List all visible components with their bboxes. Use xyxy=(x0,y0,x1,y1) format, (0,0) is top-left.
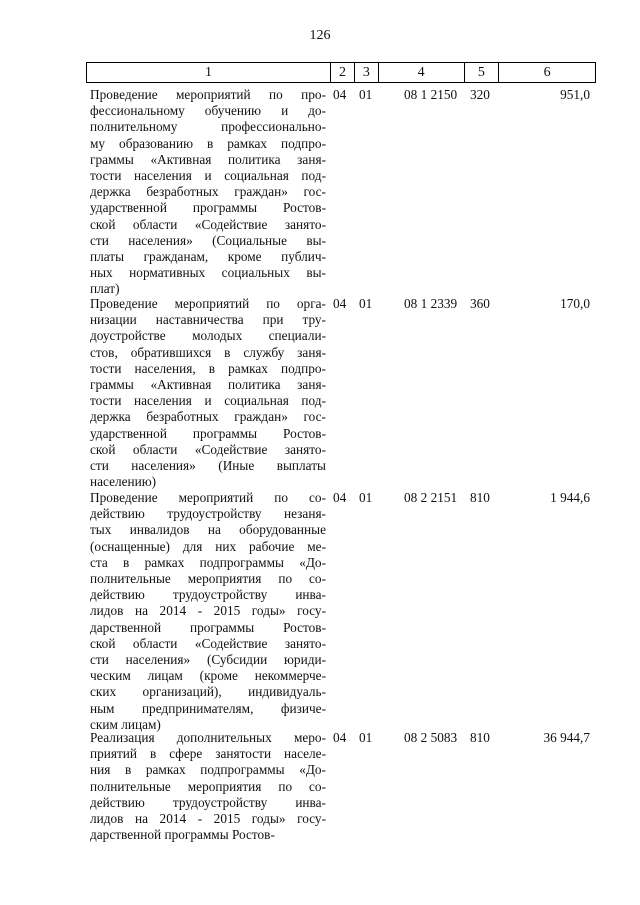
target-article-code: 08 2 2151 xyxy=(404,490,458,505)
header-col-2: 2 xyxy=(331,63,355,82)
description-line: Проведение мероприятий по про- xyxy=(90,87,326,102)
description-line: низации наставничества при тру- xyxy=(90,312,326,328)
description-line: граммы «Активная политика заня- xyxy=(90,377,326,393)
description-line: сти населения» (Иные выплаты xyxy=(90,458,326,474)
description-line: плат) xyxy=(90,281,120,297)
description-line: ческим лицам (кроме некоммерче- xyxy=(90,668,326,684)
expense-type-code: 810 xyxy=(470,490,490,505)
description-line: ских организаций), индивидуаль- xyxy=(90,684,326,700)
description-line: населению) xyxy=(90,474,157,490)
description-line: тости населения и социальная под- xyxy=(90,168,326,184)
description-line: полнительные мероприятия по со- xyxy=(90,778,326,794)
target-article-code: 08 1 2150 xyxy=(404,87,458,102)
header-col-1: 1 xyxy=(87,63,331,82)
expense-type-code: 810 xyxy=(470,730,490,745)
description-line: ных нормативных социальных вы- xyxy=(90,265,326,281)
description-line: полнительные мероприятия по со- xyxy=(90,571,326,587)
description-line: ским лицам) xyxy=(90,716,161,732)
description-line: дарственной программы Ростов- xyxy=(90,827,275,843)
description-line: ской области «Содействие занято- xyxy=(90,441,326,457)
expense-type-code: 320 xyxy=(470,87,490,102)
description-line: действию трудоустройству незаня- xyxy=(90,506,326,522)
amount-value: 170,0 xyxy=(560,296,590,311)
description-line: платы гражданам, кроме публич- xyxy=(90,249,326,265)
section-code: 04 xyxy=(333,87,347,102)
expense-type-code: 360 xyxy=(470,296,490,311)
description-line: ской области «Содействие занято- xyxy=(90,635,326,651)
description-line: тости населения и социальная под- xyxy=(90,393,326,409)
target-article-code: 08 2 5083 xyxy=(404,730,458,745)
row-description xyxy=(90,296,326,490)
subsection-code: 01 xyxy=(359,87,373,102)
description-line: действию трудоустройству инва- xyxy=(90,794,326,810)
description-line: тых инвалидов на оборудованные xyxy=(90,522,326,538)
description-line: действию трудоустройству инва- xyxy=(90,587,326,603)
subsection-code: 01 xyxy=(359,730,373,745)
row-description xyxy=(90,490,326,733)
description-line: полнительному профессионально- xyxy=(90,119,326,135)
description-line: держка безработных граждан» гос- xyxy=(90,184,326,200)
page-number: 126 xyxy=(309,28,331,43)
subsection-code: 01 xyxy=(359,490,373,505)
target-article-code: 08 1 2339 xyxy=(404,296,458,311)
description-line: стов, обратившихся в службу заня- xyxy=(90,344,326,360)
section-code: 04 xyxy=(333,730,347,745)
description-line: ударственной программы Ростов- xyxy=(90,425,326,441)
description-line: держка безработных граждан» гос- xyxy=(90,409,326,425)
description-line: ской области «Содействие занято- xyxy=(90,216,326,232)
description-line: (оснащенные) для них рабочие ме- xyxy=(90,538,326,554)
description-line: фессиональному обучению и до- xyxy=(90,103,326,119)
description-line: ным предпринимателям, физиче- xyxy=(90,700,326,716)
description-line: доустройстве молодых специали- xyxy=(90,328,326,344)
description-line: ния в рамках подпрограммы «До- xyxy=(90,762,326,778)
row-description xyxy=(90,730,326,843)
row-description xyxy=(90,87,326,298)
table-header xyxy=(86,62,596,83)
description-line: ста в рамках подпрограммы «До- xyxy=(90,554,326,570)
description-line: ударственной программы Ростов- xyxy=(90,200,326,216)
amount-value: 951,0 xyxy=(560,87,590,102)
header-col-3: 3 xyxy=(355,63,379,82)
subsection-code: 01 xyxy=(359,296,373,311)
description-line: сти населения» (Социальные вы- xyxy=(90,232,326,248)
header-col-4: 4 xyxy=(379,63,465,82)
amount-value: 1 944,6 xyxy=(550,490,590,505)
header-col-5: 5 xyxy=(465,63,500,82)
amount-value: 36 944,7 xyxy=(543,730,590,745)
description-line: дарственной программы Ростов- xyxy=(90,619,326,635)
description-line: Проведение мероприятий по со- xyxy=(90,490,326,505)
section-code: 04 xyxy=(333,296,347,311)
description-line: лидов на 2014 - 2015 годы» госу- xyxy=(90,603,326,619)
description-line: Проведение мероприятий по орга- xyxy=(90,296,326,311)
section-code: 04 xyxy=(333,490,347,505)
header-col-6: 6 xyxy=(543,64,551,80)
description-line: му образованию в рамках подпро- xyxy=(90,135,326,151)
description-line: сти населения» (Субсидии юриди- xyxy=(90,652,326,668)
description-line: приятий в сфере занятости населе- xyxy=(90,746,326,762)
description-line: тости населения, в рамках подпро- xyxy=(90,360,326,376)
description-line: Реализация дополнительных меро- xyxy=(90,730,326,745)
description-line: граммы «Активная политика заня- xyxy=(90,151,326,167)
description-line: лидов на 2014 - 2015 годы» госу- xyxy=(90,811,326,827)
